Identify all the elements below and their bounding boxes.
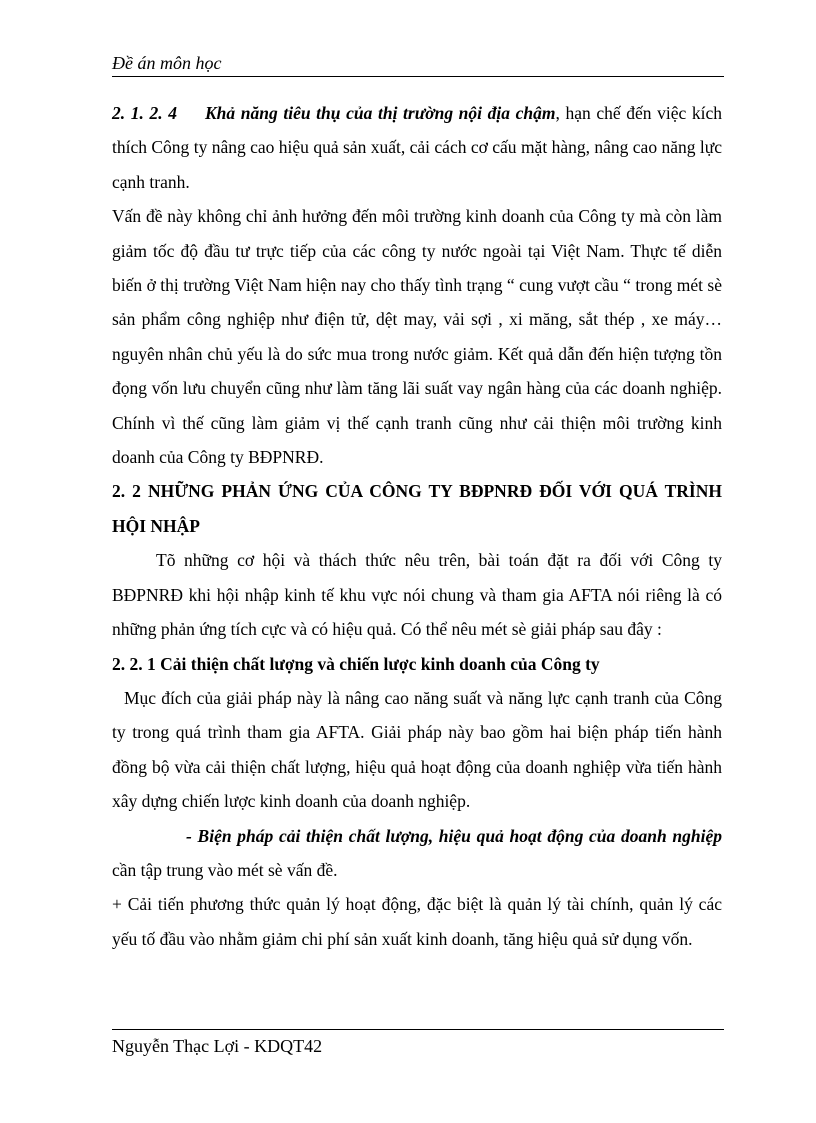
section-2124-text: , hạn chế đến việc kích thích Công ty nâng cao hiệu quả sản xuất, cải cách cơ cấu mặt hàng, nâng cao năng lực cạnh tranh. bbox=[112, 103, 722, 192]
header-title: Đề án môn học bbox=[112, 53, 222, 73]
footer-author: Nguyễn Thạc Lợi - KDQT42 bbox=[112, 1036, 323, 1056]
section-2124-paragraph bbox=[112, 96, 722, 199]
page-header bbox=[112, 50, 724, 77]
paragraph-3: Mục đích của giải pháp này là nâng cao năng suất và năng lực cạnh tranh của Công ty trong quá trình tham gia AFTA. Giải pháp này bao gồm hai biện pháp tiến hành đồng bộ vừa cải thiện chất lượng, hiệu quả hoạt động của doanh nghiệp vừa tiến hành xây dựng chiến lược kinh doanh của doanh nghiệp. bbox=[112, 687, 722, 812]
section-22-heading: 2. 2 NHỮNG PHẢN ỨNG CỦA CÔNG TY BĐPNRĐ ĐỐI VỚI QUÁ TRÌNH HỘI NHẬP bbox=[112, 481, 722, 536]
paragraph-4: + Cải tiến phương thức quản lý hoạt động, đặc biệt là quản lý tài chính, quản lý các yếu tố đầu vào nhằm giảm chi phí sản xuất kinh doanh, tăng hiệu quả sử dụng vốn. bbox=[112, 894, 722, 949]
measure-paragraph bbox=[112, 819, 722, 888]
section-221-heading: 2. 2. 1 Cải thiện chất lượng và chiến lược kinh doanh của Công ty bbox=[112, 653, 600, 674]
section-2124-title: Khả năng tiêu thụ của thị trường nội địa chậm bbox=[205, 103, 556, 123]
section-2124-number: 2. 1. 2. 4 bbox=[112, 103, 177, 123]
measure-text: cần tập trung vào mét sè vấn đề. bbox=[112, 859, 338, 880]
paragraph-1: Vấn đề này không chỉ ảnh hưởng đến môi trường kinh doanh của Công ty mà còn làm giảm tốc độ đầu tư trực tiếp của các công ty nước ngoài tại Việt Nam. Thực tế diễn biến ở thị trường Việt Nam hiện nay cho thấy tình trạng “ cung vượt cầu “ trong mét sè sản phẩm công nghiệp như điện tử, dệt may, vải sợi , xi măng, sắt thép , xe máy…nguyên nhân chủ yếu là do sức mua trong nước giảm. Kết quả dẫn đến hiện tượng tồn đọng vốn lưu chuyển cũng như làm tăng lãi suất vay ngân hàng của các doanh nghiệp. Chính vì thế cũng làm giảm vị thế cạnh tranh cũng như cải thiện môi trường kinh doanh của Công ty BĐPNRĐ. bbox=[112, 206, 722, 468]
paragraph-2: Tõ những cơ hội và thách thức nêu trên, bài toán đặt ra đối với Công ty BĐPNRĐ khi hội nhập kinh tế khu vực nói chung và tham gia AFTA nói riêng là có những phản ứng tích cực và có hiệu quả. Có thể nêu mét sè giải pháp sau đây : bbox=[112, 550, 722, 640]
measure-title: - Biện pháp cải thiện chất lượng, hiệu quả hoạt động của doanh nghiệp bbox=[186, 825, 722, 846]
page-footer bbox=[112, 1029, 724, 1057]
page-body bbox=[112, 96, 722, 956]
